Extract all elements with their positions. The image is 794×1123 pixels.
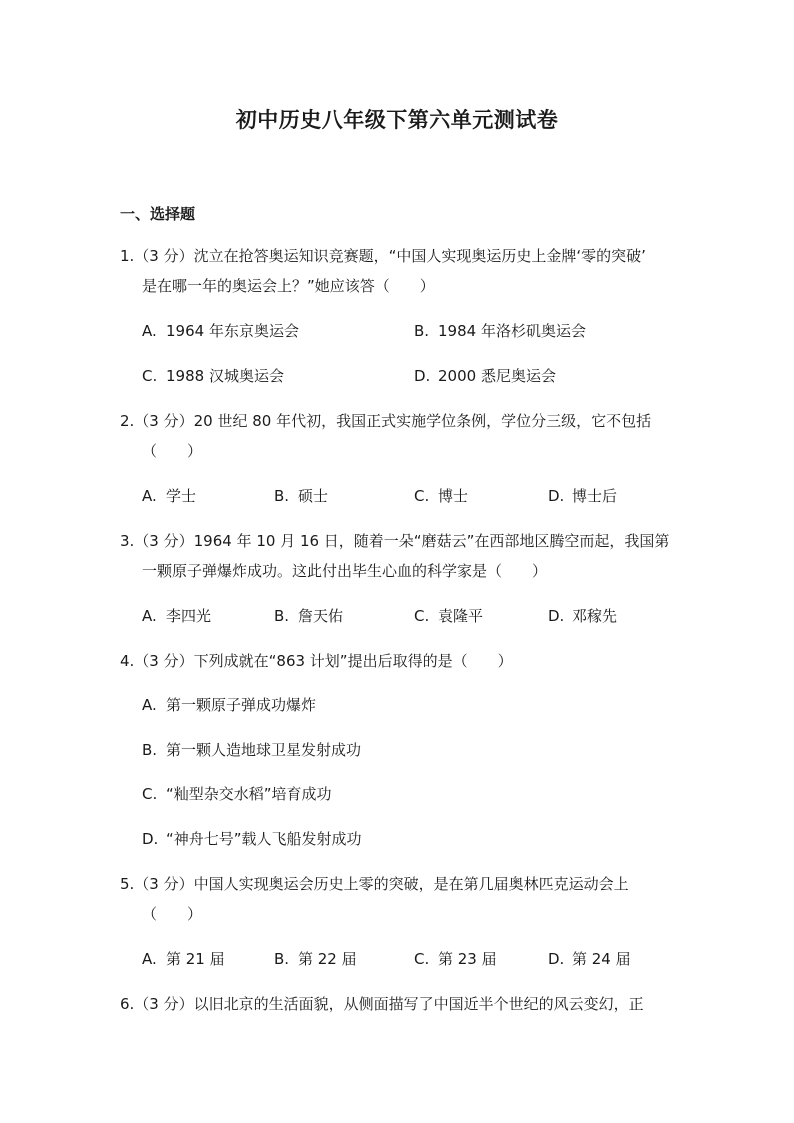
option-letter: D.	[548, 607, 565, 625]
option-letter: D.	[142, 830, 159, 848]
option-text: 1964 年东京奥运会	[166, 322, 299, 340]
option-text: 第 21 届	[166, 950, 225, 968]
option-letter: B.	[274, 607, 290, 625]
option-text: 博士后	[572, 487, 618, 505]
option-letter: B.	[414, 322, 430, 340]
question-4-option-b[interactable]	[142, 740, 361, 760]
question-3-option-b[interactable]	[274, 606, 343, 626]
option-letter: C.	[414, 487, 430, 505]
question-4-option-c[interactable]	[142, 784, 332, 804]
question-1-option-b[interactable]	[414, 321, 586, 341]
option-letter: D.	[548, 487, 565, 505]
question-3-option-d[interactable]	[548, 606, 617, 626]
question-6-line-1: 6.（3 分）以旧北京的生活面貌，从侧面描写了中国近半个世纪的风云变幻，正	[120, 995, 644, 1013]
option-letter: C.	[142, 367, 158, 385]
question-5-option-b[interactable]	[274, 949, 357, 969]
option-letter: A.	[142, 607, 157, 625]
question-2-option-d[interactable]	[548, 486, 617, 506]
option-text: 1984 年洛杉矶奥运会	[438, 322, 586, 340]
option-letter: B.	[274, 487, 290, 505]
question-5-option-c[interactable]	[414, 949, 497, 969]
option-text: 第 23 届	[438, 950, 497, 968]
question-1-line-1: 1.（3 分）沈立在抢答奥运知识竞赛题，“中国人实现奥运历史上金牌‘零的突破’	[120, 247, 646, 265]
question-2-option-c[interactable]	[414, 486, 468, 506]
question-5-option-d[interactable]	[548, 949, 631, 969]
question-1-option-c[interactable]	[142, 366, 284, 386]
question-4-option-a[interactable]	[142, 695, 316, 715]
option-text: 2000 悉尼奥运会	[438, 367, 556, 385]
option-text: 詹天佑	[298, 607, 344, 625]
option-text: 袁隆平	[438, 607, 484, 625]
option-text: 1988 汉城奥运会	[166, 367, 284, 385]
option-letter: A.	[142, 487, 157, 505]
option-letter: D.	[548, 950, 565, 968]
option-text: 第 22 届	[298, 950, 357, 968]
question-3-line-2: 一颗原子弹爆炸成功。这此付出毕生心血的科学家是（ ）	[142, 562, 548, 580]
question-2-option-b[interactable]	[274, 486, 328, 506]
option-letter: A.	[142, 950, 157, 968]
option-text: 邓稼先	[572, 607, 618, 625]
section-heading: 一、选择题	[120, 205, 196, 223]
option-text: 博士	[438, 487, 469, 505]
question-2-line-1: 2.（3 分）20 世纪 80 年代初，我国正式实施学位条例，学位分三级，它不包括	[120, 412, 652, 430]
option-text: 学士	[166, 487, 197, 505]
option-letter: D.	[414, 367, 431, 385]
option-text: 第一颗人造地球卫星发射成功	[166, 741, 362, 759]
option-letter: C.	[414, 607, 430, 625]
question-3-line-1: 3.（3 分）1964 年 10 月 16 日，随着一朵“磨菇云”在西部地区腾空而起，我国第	[120, 532, 670, 550]
page-title: 初中历史八年级下第六单元测试卷	[235, 107, 559, 132]
option-text: 硕士	[298, 487, 329, 505]
option-text: “籼型杂交水稻”培育成功	[166, 785, 332, 803]
question-4-line-1: 4.（3 分）下列成就在“863 计划”提出后取得的是（ ）	[120, 652, 513, 670]
option-letter: C.	[414, 950, 430, 968]
question-2-line-2: （ ）	[142, 442, 203, 460]
option-text: 李四光	[166, 607, 212, 625]
option-letter: C.	[142, 785, 158, 803]
option-letter: B.	[142, 741, 158, 759]
question-5-line-2: （ ）	[142, 905, 203, 923]
option-text: 第 24 届	[572, 950, 631, 968]
option-letter: A.	[142, 696, 157, 714]
question-1-option-a[interactable]	[142, 321, 299, 341]
question-5-option-a[interactable]	[142, 949, 225, 969]
question-3-option-a[interactable]	[142, 606, 211, 626]
question-1-line-2: 是在哪一年的奥运会上？”她应该答（ ）	[142, 277, 435, 295]
question-2-option-a[interactable]	[142, 486, 196, 506]
option-letter: B.	[274, 950, 290, 968]
question-3-option-c[interactable]	[414, 606, 483, 626]
option-text: “神舟七号”载人飞船发射成功	[166, 830, 362, 848]
question-5-line-1: 5.（3 分）中国人实现奥运会历史上零的突破，是在第几届奥林匹克运动会上	[120, 875, 629, 893]
option-text: 第一颗原子弹成功爆炸	[166, 696, 317, 714]
option-letter: A.	[142, 322, 157, 340]
question-1-option-d[interactable]	[414, 366, 556, 386]
question-4-option-d[interactable]	[142, 829, 362, 849]
